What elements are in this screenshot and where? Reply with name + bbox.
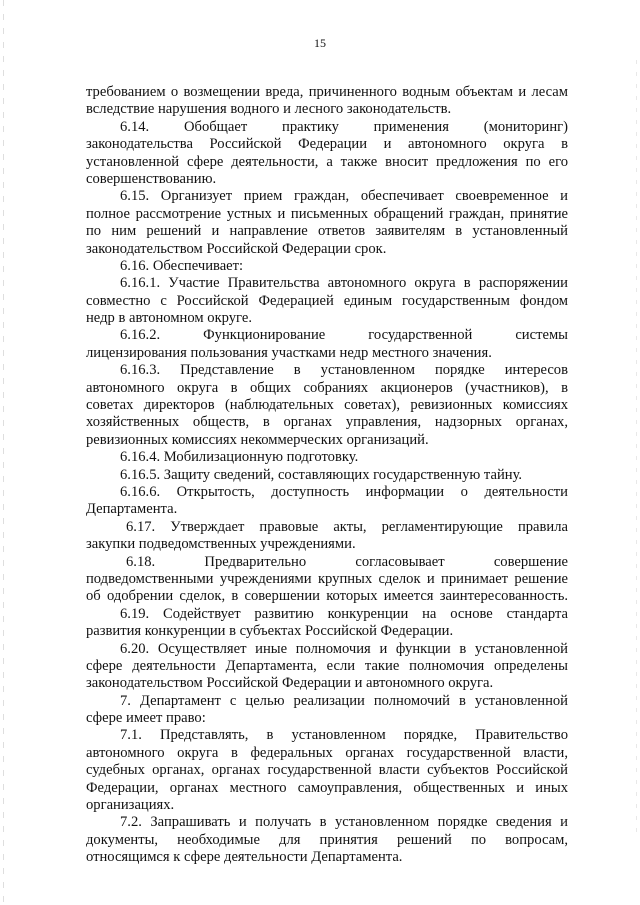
- text-line: 6.16.2. Функционирование государственной системы: [120, 327, 568, 344]
- text-line: Федерации, органах местного самоуправления, общественных и иных: [86, 779, 568, 796]
- text-line: 6.16.5. Защиту сведений, составляющих государственную тайну.: [120, 466, 523, 483]
- text-line: автономного округа в общих собраниях акционеров (участников), в: [86, 379, 568, 396]
- text-line: по ним решений и направление ответов заявителям в установленный: [86, 223, 568, 240]
- text-line: законодательства Российской Федерации и автономного округа в: [86, 136, 568, 153]
- text-line: относящимся к сфере деятельности Департамента.: [86, 849, 403, 866]
- text-line: 6.20. Осуществляет иные полномочия и функции в установленной: [120, 640, 568, 657]
- text-line: 6.16.6. Открытость, доступность информации о деятельности: [120, 483, 568, 500]
- text-line: подведомственными учреждениями крупных сделок и принимает решение: [86, 570, 568, 587]
- text-line: об одобрении сделок, в совершении которых имеется заинтересованность.: [86, 588, 568, 605]
- text-line: совместно с Российской Федерацией единым государственным фондом: [86, 292, 568, 309]
- text-line: автономного округа в федеральных органах государственной власти,: [86, 744, 568, 761]
- text-line: ревизионных комиссиях некоммерческих организаций.: [86, 431, 429, 448]
- text-line: лицензирования пользования участками недр местного значения.: [86, 344, 492, 361]
- page-number: 15: [314, 36, 326, 50]
- text-line: 6.16.4. Мобилизационную подготовку.: [120, 449, 359, 466]
- scan-edge-right: [636, 60, 637, 840]
- text-line: организациях.: [86, 797, 175, 814]
- text-line: хозяйственных обществ, в органах управления, надзорных органах,: [86, 414, 568, 431]
- text-line: полное рассмотрение устных и письменных обращений граждан, принятие: [86, 205, 568, 222]
- text-line: 7.1. Представлять, в установленном порядке, Правительство: [120, 727, 568, 744]
- text-line: 6.16.3. Представление в установленном порядке интересов: [120, 362, 568, 379]
- text-line: 6.16.1. Участие Правительства автономного округа в распоряжении: [120, 275, 568, 292]
- text-line: совершенствованию.: [86, 170, 217, 187]
- text-line: 6.15. Организует прием граждан, обеспечивает своевременное и: [120, 188, 568, 205]
- text-line: развития конкуренции в субъектах Российской Федерации.: [86, 623, 454, 640]
- text-line: сфере деятельности Департамента, если такие полномочия определены: [86, 657, 568, 674]
- text-line: 7.2. Запрашивать и получать в установленном порядке сведения и: [120, 814, 568, 831]
- text-line: 6.19. Содействует развитию конкуренции на основе стандарта: [120, 605, 568, 622]
- text-line: советах директоров (наблюдательных советах), ревизионных комиссиях: [86, 397, 568, 414]
- text-line: сфере имеет право:: [86, 710, 206, 727]
- text-line: закупки подведомственных учреждениями.: [86, 536, 356, 553]
- text-line: недр в автономном округе.: [86, 310, 252, 327]
- text-line: Департамента.: [86, 501, 178, 518]
- text-line: 6.16. Обеспечивает:: [120, 257, 244, 274]
- text-line: вследствие нарушения водного и лесного законодательств.: [86, 101, 452, 118]
- text-line: 6.14. Обобщает практику применения (мониторинг): [120, 118, 568, 135]
- text-line: установленной сфере деятельности, а также вносит предложения по его: [86, 153, 568, 170]
- text-line: документы, необходимые для принятия решений по вопросам,: [86, 831, 568, 848]
- document-body: [86, 84, 568, 867]
- scan-edge-left: [3, 0, 4, 905]
- text-line: 7. Департамент с целью реализации полномочий в установленной: [120, 692, 568, 709]
- text-line: 6.18. Предварительно согласовывает совершение: [126, 553, 568, 570]
- text-line: требованием о возмещении вреда, причиненного водным объектам и лесам: [86, 84, 568, 100]
- text-line: 6.17. Утверждает правовые акты, регламентирующие правила: [126, 518, 568, 535]
- text-line: законодательством Российской Федерации и автономного округа.: [86, 675, 494, 692]
- text-line: законодательством Российской Федерации срок.: [86, 240, 387, 257]
- text-line: судебных органах, органах государственной власти субъектов Российской: [86, 762, 568, 779]
